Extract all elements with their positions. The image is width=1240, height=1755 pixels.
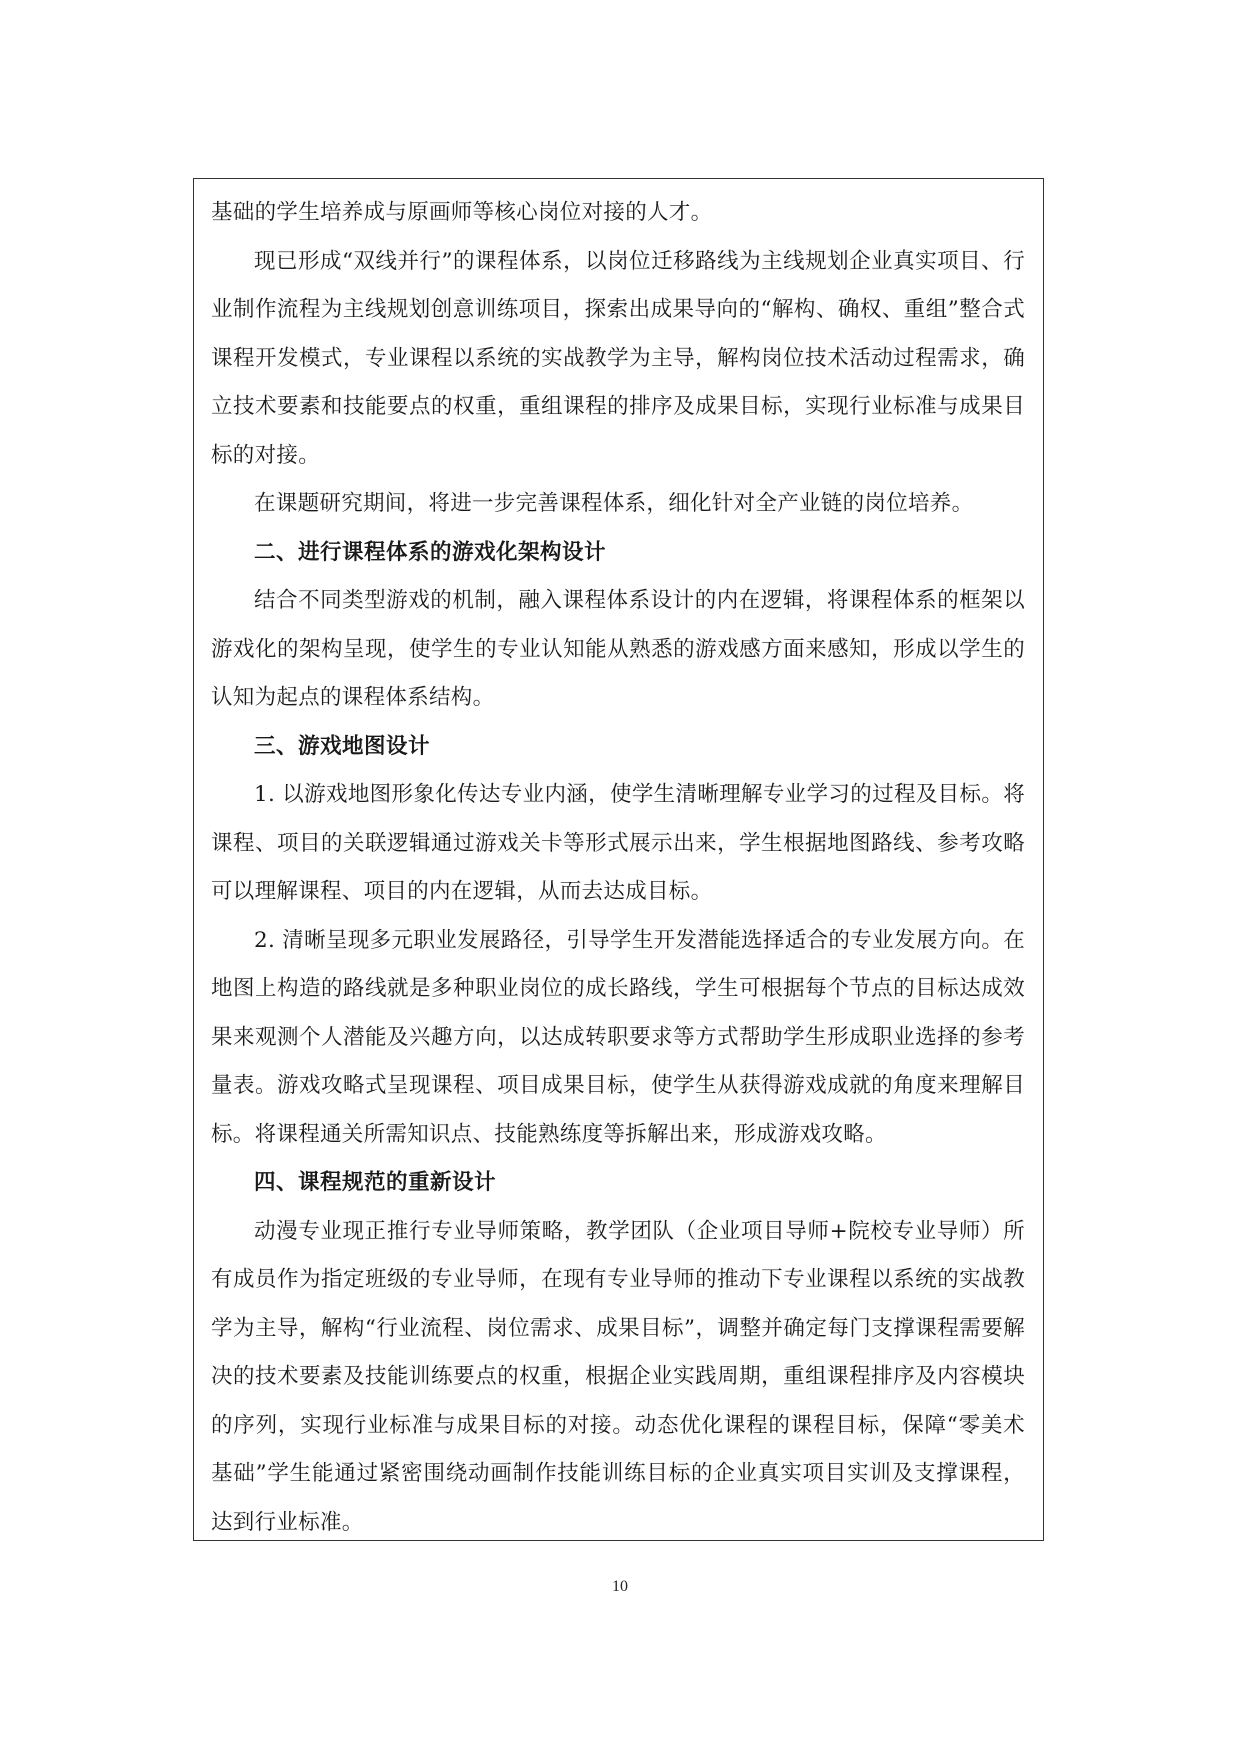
paragraph-continuation: 基础的学生培养成与原画师等核心岗位对接的人才。 [211,200,713,225]
section-heading-game-map: 三、游戏地图设计 [254,733,431,759]
paragraph-research-period: 在课题研究期间，将进一步完善课程体系，细化针对全产业链的岗位培养。 [254,491,974,516]
page-number: 10 [612,1578,628,1595]
paragraph-gamified-architecture: 结合不同类型游戏的机制，融入课程体系设计的内在逻辑，将课程体系的框架以游戏化的架构呈现，使学生的专业认知能从熟悉的游戏感方面来感知，形成以学生的认知为起点的课程体系结构。 [211,588,1025,710]
paragraph-dual-track-curriculum: 现已形成“双线并行”的课程体系，以岗位迁移路线为主线规划企业真实项目、行业制作流程为主线规划创意训练项目，探索出成果导向的“解构、确权、重组”整合式课程开发模式，专业课程以系统的实战教学为主导，解构岗位技术活动过程需求，确立技术要素和技能要点的权重，重组课程的排序及成果目标，实现行业标准与成果目标的对接。 [211,248,1025,468]
paragraph-game-map-item-2: 2. 清晰呈现多元职业发展路径，引导学生开发潜能选择适合的专业发展方向。在地图上构造的路线就是多种职业岗位的成长路线，学生可根据每个节点的目标达成效果来观测个人潜能及兴趣方向，以达成转职要求等方式帮助学生形成职业选择的参考量表。游戏攻略式呈现课程、项目成果目标，使学生从获得游戏成就的角度来理解目标。将课程通关所需知识点、技能熟练度等拆解出来，形成游戏攻略。 [211,927,1025,1147]
paragraph-curriculum-standards: 动漫专业现正推行专业导师策略，教学团队（企业项目导师+院校专业导师）所有成员作为指定班级的专业导师，在现有专业导师的推动下专业课程以系统的实战教学为主导，解构“行业流程、岗位需求、成果目标”，调整并确定每门支撑课程需要解决的技术要素及技能训练要点的权重，根据企业实践周期，重组课程排序及内容模块的序列，实现行业标准与成果目标的对接。动态优化课程的课程目标，保障“零美术基础”学生能通过紧密围绕动画制作技能训练目标的企业真实项目实训及支撑课程，达到行业标准。 [211,1218,1025,1535]
section-heading-gamified-architecture: 二、进行课程体系的游戏化架构设计 [254,539,607,565]
paragraph-game-map-item-1: 1. 以游戏地图形象化传达专业内涵，使学生清晰理解专业学习的过程及目标。将课程、项目的关联逻辑通过游戏关卡等形式展示出来，学生根据地图路线、参考攻略可以理解课程、项目的内在逻辑，从而去达成目标。 [211,782,1025,904]
section-heading-curriculum-standards: 四、课程规范的重新设计 [254,1170,497,1195]
content-frame [193,178,1044,1541]
